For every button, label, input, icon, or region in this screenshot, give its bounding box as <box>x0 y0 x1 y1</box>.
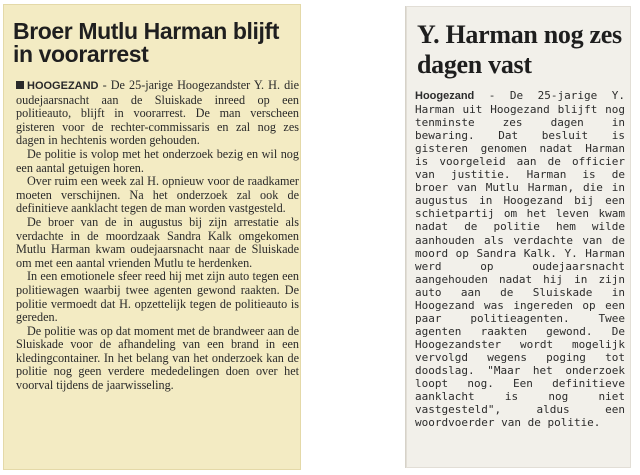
newspaper-clipping-left <box>3 4 301 470</box>
paragraph <box>415 89 625 429</box>
dateline: HOOGEZAND <box>27 80 99 92</box>
paragraph-4: De broer van de in augustus bij zijn arrestatie als verdachte in de moordzaak Sandra Kalk omgekomen Mutlu Harman kwam oudejaarsnacht naar de Sluiskade om met een aantal vrienden Mutlu te herdenken. <box>16 214 299 270</box>
headline: Broer Mutlu Harman blijft in voorarrest <box>13 18 280 67</box>
paragraph-text: - De 25-jarige Y. Harman uit Hoogezand blijft nog tenminste zes dagen in bewaring. Dat besluit is gisteren genomen nadat Harman is voorgeleid aan de officier van justitie. Harman is de broer van Mutlu Harman, die in augustus in Hoogezand bij een schietpartij om het leven kwam nadat de politie hem wilde aanhouden als verdachte van de moord op Sandra Kalk. Y. Harman werd op oudejaarsnacht aangehouden nadat hij in zijn auto aan de Sluiskade in Hoogezand was ingereden op een paar politieagenten. Twee agenten raakten gewond. De Hoogezandster wordt mogelijk vervolgd wegens poging tot doodslag. "Maar het onderzoek loopt nog. Een definitieve aanklacht is nog niet vastgesteld", aldus een woordvoerder van de politie. <box>415 89 625 430</box>
paragraph-1 <box>16 79 299 148</box>
article-body <box>415 89 625 429</box>
newspaper-clipping-right <box>405 6 631 468</box>
paragraph-5: In een emotionele sfeer reed hij met zijn auto tegen een politiewagen waarbij twee agenten gewond raakten. De politie vermoedt dat H. opzettelijk tegen de politieauto is gereden. <box>16 269 299 325</box>
paragraph-2: De politie is volop met het onderzoek bezig en wil nog een aantal getuigen horen. <box>16 146 299 175</box>
article-body <box>16 79 299 393</box>
paragraph-6: De politie was op dat moment met de brandweer aan de Sluiskade voor de afhandeling van een brand in een kledingcontainer. In het belang van het onderzoek kan de politie nog geen verdere mededelingen doen over het voorval tijdens de jaarwisseling. <box>16 323 299 393</box>
headline: Y. Harman nog zes dagen vast <box>417 20 622 79</box>
paragraph-text: - De 25-jarige Hoogezandster Y. H. die oudejaarsnacht aan de Sluiskade inreed op een politieauto, blijft in voorarrest. De man verscheen gisteren voor de rechter-commissaris en zal nog zes dagen in hechtenis worden gehouden. <box>16 78 299 148</box>
dateline: Hoogezand <box>415 90 475 102</box>
paragraph-3: Over ruim een week zal H. opnieuw voor de raadkamer moeten verschijnen. Na het onderzoek zal ook de definitieve aanklacht tegen de man worden vastgesteld. <box>16 174 299 216</box>
square-bullet-icon <box>16 81 24 89</box>
